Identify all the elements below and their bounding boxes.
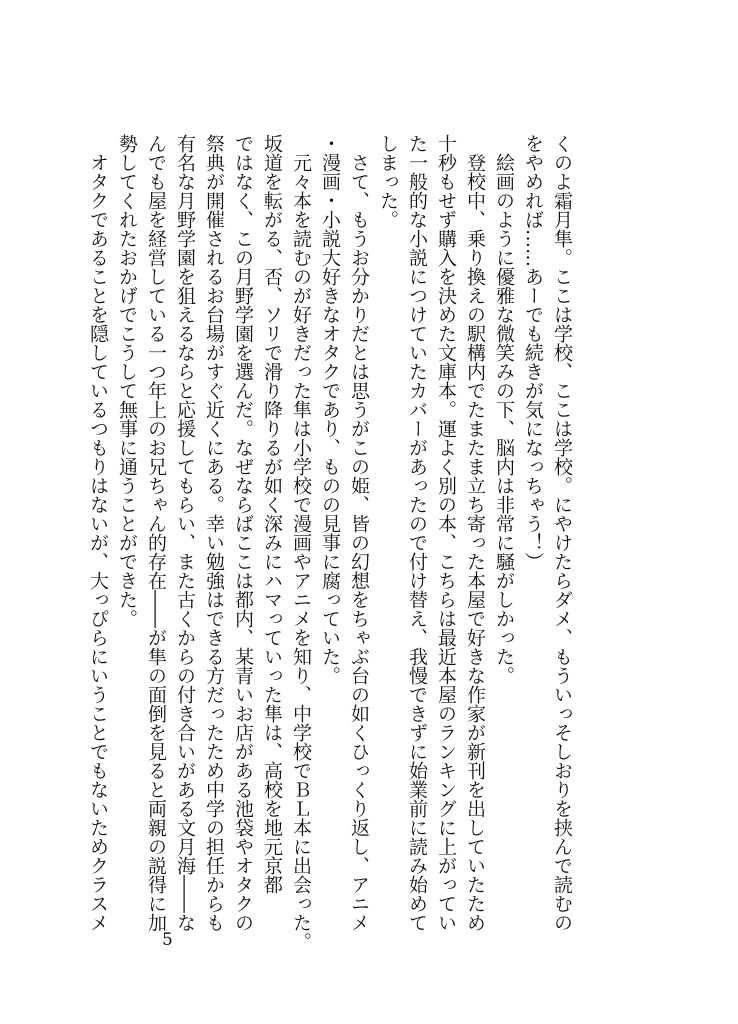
text-line: をやめれば……あーでも続きが気になっちゃう！）	[522, 134, 544, 571]
text-line: オタクであることを隠しているつもりはないが、大っぴらにいうことでもないためクラスメ	[87, 134, 109, 932]
text-line: さて、もうお分かりだとは思うがこの姫、皆の幻想をちゃぶ台の如くひっくり返し、アニメ	[348, 134, 370, 932]
text-line: ではなく、この月野学園を選んだ。なぜならばここは都内、某青いお店がある池袋やオタクの	[232, 134, 254, 932]
text-line: くのよ霜月隼。ここは学校、ここは学校。にやけたらダメ、もういっそしおりを挟んで読むの	[551, 134, 573, 932]
page-number: 5	[162, 930, 173, 950]
text-line: 勢してくれたおかげでこうして無事に通うことができた。	[116, 134, 138, 628]
text-line: 坂道を転がる、否、ソリで滑り降りるが如く深みにハマっていった隼は、高校を地元京都	[261, 134, 283, 894]
text-line: しまった。	[377, 134, 399, 229]
vertical-body-text	[87, 134, 576, 951]
text-line: 有名な月野学園を狙えるならと応援してもらい、また古くからの付き合いがある文月海――な	[174, 134, 196, 932]
text-line: んでも屋を経営している一つ年上のお兄ちゃん的存在――が隼の面倒を見ると両親の説得に加	[145, 134, 167, 932]
text-line: ・漫画・小説大好きなオタクであり、ものの見事に腐っていた。	[319, 134, 341, 685]
text-line: 元々本を読むのが好きだった隼は小学校で漫画やアニメを知り、中学校でＢＬ本に出会った。	[290, 134, 312, 951]
text-line: 十秒もせず購入を決めた文庫本。運よく別の本、こちらは最近本屋のランキングに上がってい	[435, 134, 457, 932]
text-line: 祭典が開催されるお台場がすぐ近くにある。幸い勉強はできる方だったため中学の担任からも	[203, 134, 225, 932]
text-line: た一般的な小説につけていたカバーがあったので付け替え、我慢できずに始業前に読み始めて	[406, 134, 428, 932]
text-line: 登校中、乗り換えの駅構内でたまたま立ち寄った本屋で好きな作家が新刊を出していたため	[464, 134, 486, 932]
text-line: 絵画のように優雅な微笑みの下、脳内は非常に騒がしかった。	[493, 134, 515, 685]
